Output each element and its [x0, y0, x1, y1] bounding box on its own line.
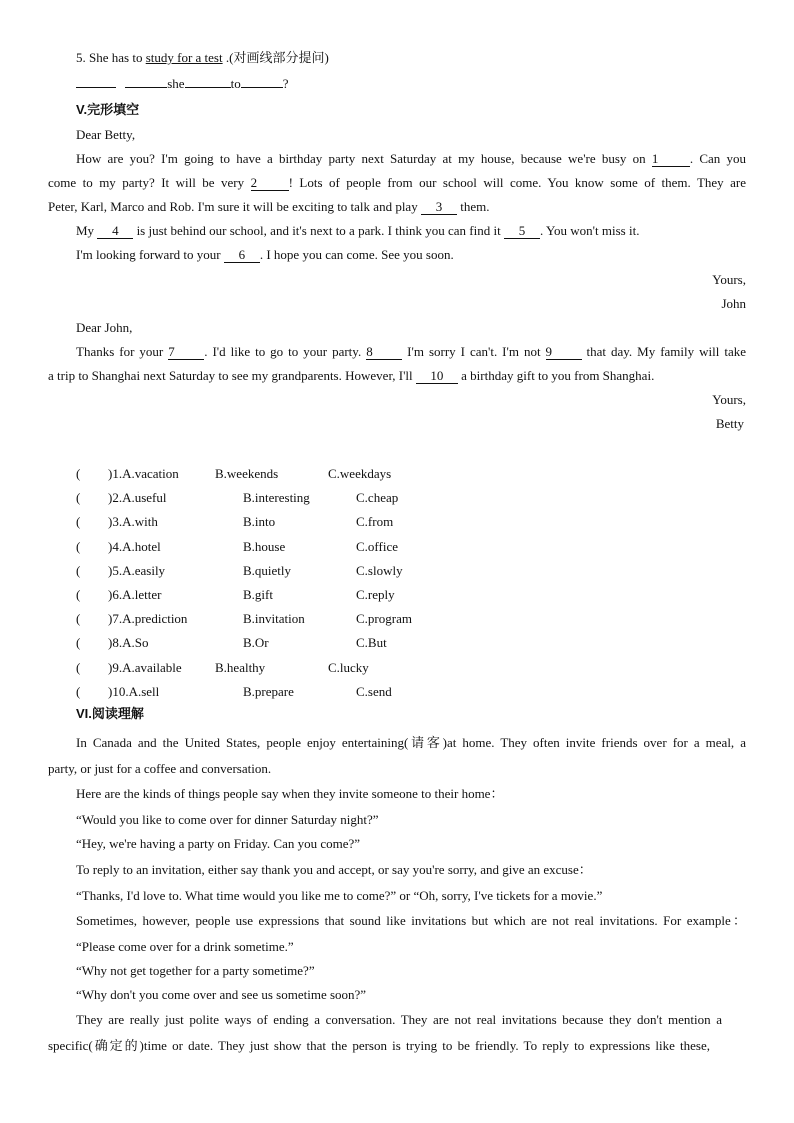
answer-blank[interactable]	[125, 87, 167, 88]
cloze-blank-1[interactable]: 1	[652, 152, 690, 167]
option-b: B.weekends	[215, 466, 279, 481]
answer-paren-open[interactable]: (	[76, 563, 81, 578]
answer-paren-close: )	[108, 587, 113, 602]
answer-paren-close: )	[108, 490, 113, 505]
reading-line: “Why not get together for a party sometime?”	[76, 963, 315, 978]
option-b: B.gift	[243, 587, 273, 602]
option-b: B.into	[243, 514, 276, 529]
option-a: 8.A.So	[112, 635, 149, 650]
letter1-salutation: Dear Betty,	[76, 127, 136, 142]
letter2-signature: Betty	[715, 416, 744, 431]
answer-paren-close: )	[108, 539, 113, 554]
letter2-closing: Yours,	[712, 392, 746, 407]
option-a: 7.A.prediction	[112, 611, 188, 626]
answer-paren-open[interactable]: (	[76, 660, 81, 675]
option-a-group[interactable]	[108, 660, 182, 676]
option-c: C.lucky	[328, 660, 369, 675]
letter2-salutation: Dear John,	[76, 320, 133, 335]
section-heading-reading: VI.阅读理解	[76, 706, 144, 721]
option-c: C.reply	[356, 587, 395, 602]
option-b: B.prepare	[243, 684, 294, 699]
reading-line: specific(确定的)time or date. They just show that the person is trying to be friendly. To reply to expressions like these,	[48, 1038, 710, 1053]
letter1-line: I'm looking forward to your 6 . I hope you can come. See you soon.	[76, 247, 454, 262]
q5-answer-line: she to ?	[76, 76, 289, 92]
q5-prompt: 5. She has to	[76, 50, 146, 65]
option-b: B.Or	[243, 635, 269, 650]
answer-paren-close: )	[108, 611, 113, 626]
cloze-blank-5[interactable]: 5	[504, 224, 540, 239]
cloze-blank-9[interactable]: 9	[546, 345, 582, 360]
option-a-group[interactable]	[108, 635, 148, 651]
letter2-line: a trip to Shanghai next Saturday to see my grandparents. However, I'll 10 a birthday gift to you from Shanghai.	[48, 368, 655, 383]
section-heading-cloze: V.完形填空	[76, 102, 140, 117]
option-a: 9.A.available	[112, 660, 182, 675]
option-a-group[interactable]	[108, 563, 165, 579]
answer-blank[interactable]	[241, 87, 283, 88]
answer-paren-close: )	[108, 466, 113, 481]
option-c: C.cheap	[356, 490, 399, 505]
reading-line: Here are the kinds of things people say when they invite someone to their home：	[76, 786, 504, 801]
answer-paren-close: )	[108, 635, 113, 650]
answer-paren-open[interactable]: (	[76, 490, 81, 505]
cloze-blank-10[interactable]: 10	[416, 369, 458, 384]
option-c: C.send	[356, 684, 392, 699]
answer-paren-open[interactable]: (	[76, 514, 81, 529]
option-c: C.program	[356, 611, 412, 626]
letter1-line: come to my party? It will be very 2 ! Lots of people from our school will come. You know some of them. They are	[48, 175, 746, 190]
reading-line: Sometimes, however, people use expressions that sound like invitations but which are not real invitations. For example：	[76, 913, 746, 928]
option-c: C.weekdays	[328, 466, 392, 481]
option-a-group[interactable]	[108, 514, 158, 530]
option-b: B.healthy	[215, 660, 266, 675]
option-b: B.interesting	[243, 490, 310, 505]
option-c: C.from	[356, 514, 394, 529]
letter1-line: Peter, Karl, Marco and Rob. I'm sure it will be exciting to talk and play 3 them.	[48, 199, 490, 214]
answer-paren-open[interactable]: (	[76, 684, 81, 699]
answer-paren-open[interactable]: (	[76, 611, 81, 626]
option-a-group[interactable]	[108, 466, 179, 482]
letter1-signature: John	[721, 296, 746, 311]
option-b: B.invitation	[243, 611, 305, 626]
option-a-group[interactable]	[108, 587, 161, 603]
letter2-line: Thanks for your 7 . I'd like to go to your party. 8 I'm sorry I can't. I'm not 9 that day. My family will take	[76, 344, 746, 359]
q5-instruction: .(对画线部分提问)	[222, 50, 329, 65]
letter1-line: My 4 is just behind our school, and it's next to a park. I think you can find it 5 . You won't miss it.	[76, 223, 640, 238]
option-a: 2.A.useful	[112, 490, 167, 505]
reading-line: They are really just polite ways of ending a conversation. They are not real invitations because they don't mention a	[76, 1012, 722, 1027]
reading-line: “Please come over for a drink sometime.”	[76, 939, 294, 954]
option-a: 5.A.easily	[112, 563, 166, 578]
option-a: 4.A.hotel	[112, 539, 161, 554]
letter1-closing: Yours,	[712, 272, 746, 287]
option-a-group[interactable]	[108, 684, 159, 700]
answer-paren-open[interactable]: (	[76, 587, 81, 602]
answer-blank[interactable]	[76, 87, 116, 88]
option-b: B.house	[243, 539, 286, 554]
option-a: 1.A.vacation	[112, 466, 179, 481]
question-5	[76, 50, 329, 66]
reading-line: To reply to an invitation, either say thank you and accept, or say you're sorry, and give an excuse：	[76, 862, 592, 877]
reading-line: In Canada and the United States, people enjoy entertaining(请客)at home. They often invite friends over for a meal, a	[76, 735, 746, 750]
cloze-blank-3[interactable]: 3	[421, 200, 457, 215]
option-a-group[interactable]	[108, 611, 187, 627]
reading-line: “Would you like to come over for dinner Saturday night?”	[76, 812, 379, 827]
option-a-group[interactable]	[108, 490, 167, 506]
answer-paren-open[interactable]: (	[76, 635, 81, 650]
answer-paren-close: )	[108, 563, 113, 578]
cloze-blank-6[interactable]: 6	[224, 248, 260, 263]
answer-paren-close: )	[108, 684, 113, 699]
option-b: B.quietly	[243, 563, 292, 578]
cloze-blank-7[interactable]: 7	[168, 345, 204, 360]
reading-line: “Why don't you come over and see us sometime soon?”	[76, 987, 367, 1002]
option-c: C.office	[356, 539, 398, 554]
cloze-blank-2[interactable]: 2	[251, 176, 289, 191]
option-c: C.slowly	[356, 563, 403, 578]
answer-blank[interactable]	[185, 87, 231, 88]
option-a: 6.A.letter	[112, 587, 162, 602]
option-a-group[interactable]	[108, 539, 161, 555]
option-a: 10.A.sell	[112, 684, 160, 699]
reading-line: party, or just for a coffee and conversation.	[48, 761, 272, 776]
option-a: 3.A.with	[112, 514, 158, 529]
answer-paren-open[interactable]: (	[76, 539, 81, 554]
answer-paren-close: )	[108, 660, 113, 675]
reading-line: “Thanks, I'd love to. What time would you like me to come?” or “Oh, sorry, I've tickets for a movie.”	[76, 888, 603, 903]
cloze-blank-8[interactable]: 8	[366, 345, 402, 360]
cloze-blank-4[interactable]: 4	[97, 224, 133, 239]
letter1-line: How are you? I'm going to have a birthday party next Saturday at my house, because we're busy on 1 . Can you	[76, 151, 746, 166]
q5-underlined-part: study for a test	[145, 50, 223, 65]
reading-line: “Hey, we're having a party on Friday. Can you come?”	[76, 836, 361, 851]
answer-paren-open[interactable]: (	[76, 466, 81, 481]
option-c: C.But	[356, 635, 387, 650]
answer-paren-close: )	[108, 514, 113, 529]
